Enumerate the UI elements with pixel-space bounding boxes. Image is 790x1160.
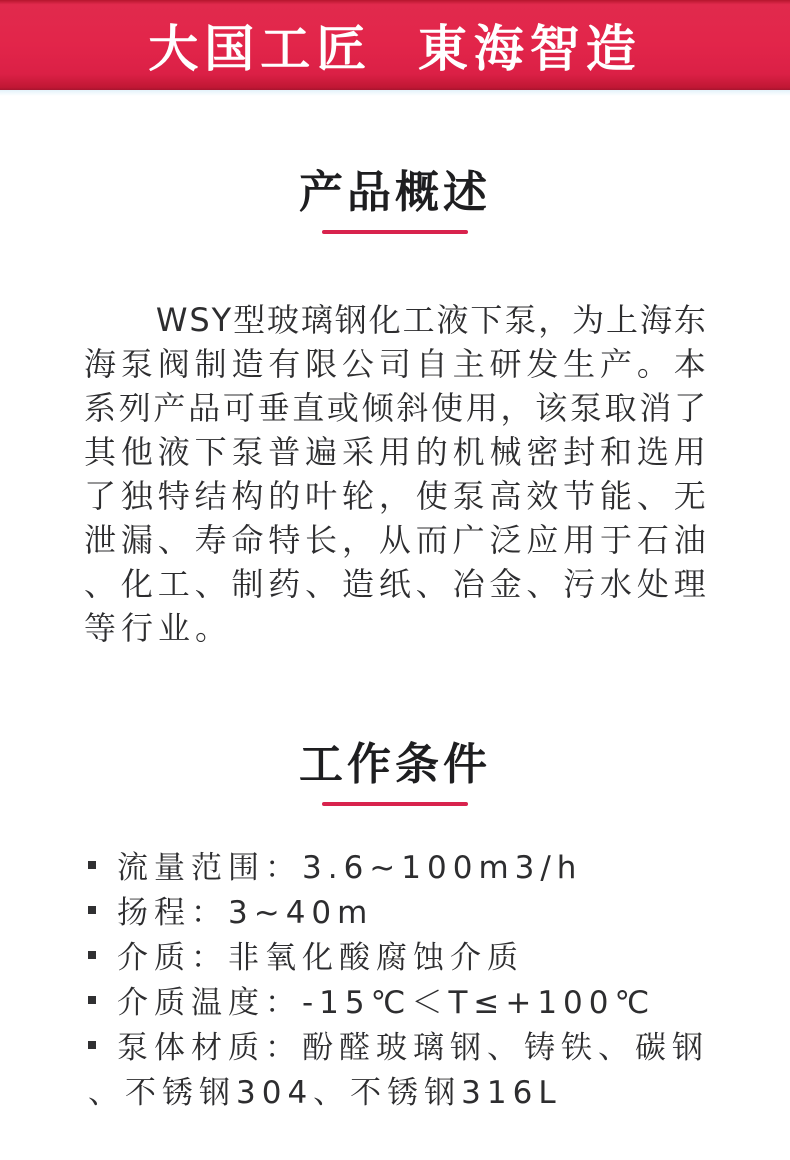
banner-title: 大国工匠 東海智造 [148,20,642,78]
paragraph-line: 了 独 特 结 构 的 叶 轮 ， 使 泵 高 效 节 能 、 无 [84,477,706,515]
overview-heading: 产品概述 [299,167,491,218]
bullet-dot-icon [88,996,96,1004]
paragraph-line: W S Y 型 玻 璃 钢 化 工 液 下 泵 ， 为 上 海 东 [155,301,706,339]
overview-paragraph [84,298,706,650]
list-item-text: 流量范围：3.6~100m3/h [117,850,583,886]
paragraph-line: 、 化 工 、 制 药 、 造 纸 、 冶 金 、 污 水 处 理 [84,565,706,603]
list-item-text: 扬程：3~40m [117,895,374,931]
bullet-dot-icon [88,906,96,914]
paragraph-line: 其 他 液 下 泵 普 遍 采 用 的 机 械 密 封 和 选 用 [84,433,706,471]
overview-heading-underline [322,230,468,234]
paragraph-line: 泄 漏 、 寿 命 特 长 ， 从 而 广 泛 应 用 于 石 油 [84,521,706,559]
conditions-heading-underline [322,802,468,806]
bullet-dot-icon [88,1041,96,1049]
list-item [88,977,720,1022]
top-banner [0,0,790,90]
list-item-text: 介质：非氧化酸腐蚀介质 [117,940,524,976]
conditions-heading: 工作条件 [299,739,491,790]
paragraph-line: 海 泵 阀 制 造 有 限 公 司 自 主 研 发 生 产 。 本 [84,345,706,383]
conditions-list [0,842,790,1112]
bullet-dot-icon [88,861,96,869]
conditions-section [0,740,790,1112]
paragraph-line: 系 列 产 品 可 垂 直 或 倾 斜 使 用 ， 该 泵 取 消 了 [84,389,706,427]
list-item [88,932,720,977]
bullet-dot-icon [88,951,96,959]
list-item-text: 介质温度：-15℃＜T≤+100℃ [117,985,656,1021]
list-item-continuation [88,1067,720,1112]
overview-section [0,168,790,650]
list-item [88,842,720,887]
list-item [88,1022,720,1067]
paragraph-line: 等行业。 [84,609,233,647]
list-item [88,887,720,932]
list-item-text: 泵体材质：酚醛玻璃钢、铸铁、碳钢 [117,1030,709,1066]
banner-glow-divider [0,90,790,96]
list-item-text: 、不锈钢304、不锈钢316L [88,1075,562,1111]
